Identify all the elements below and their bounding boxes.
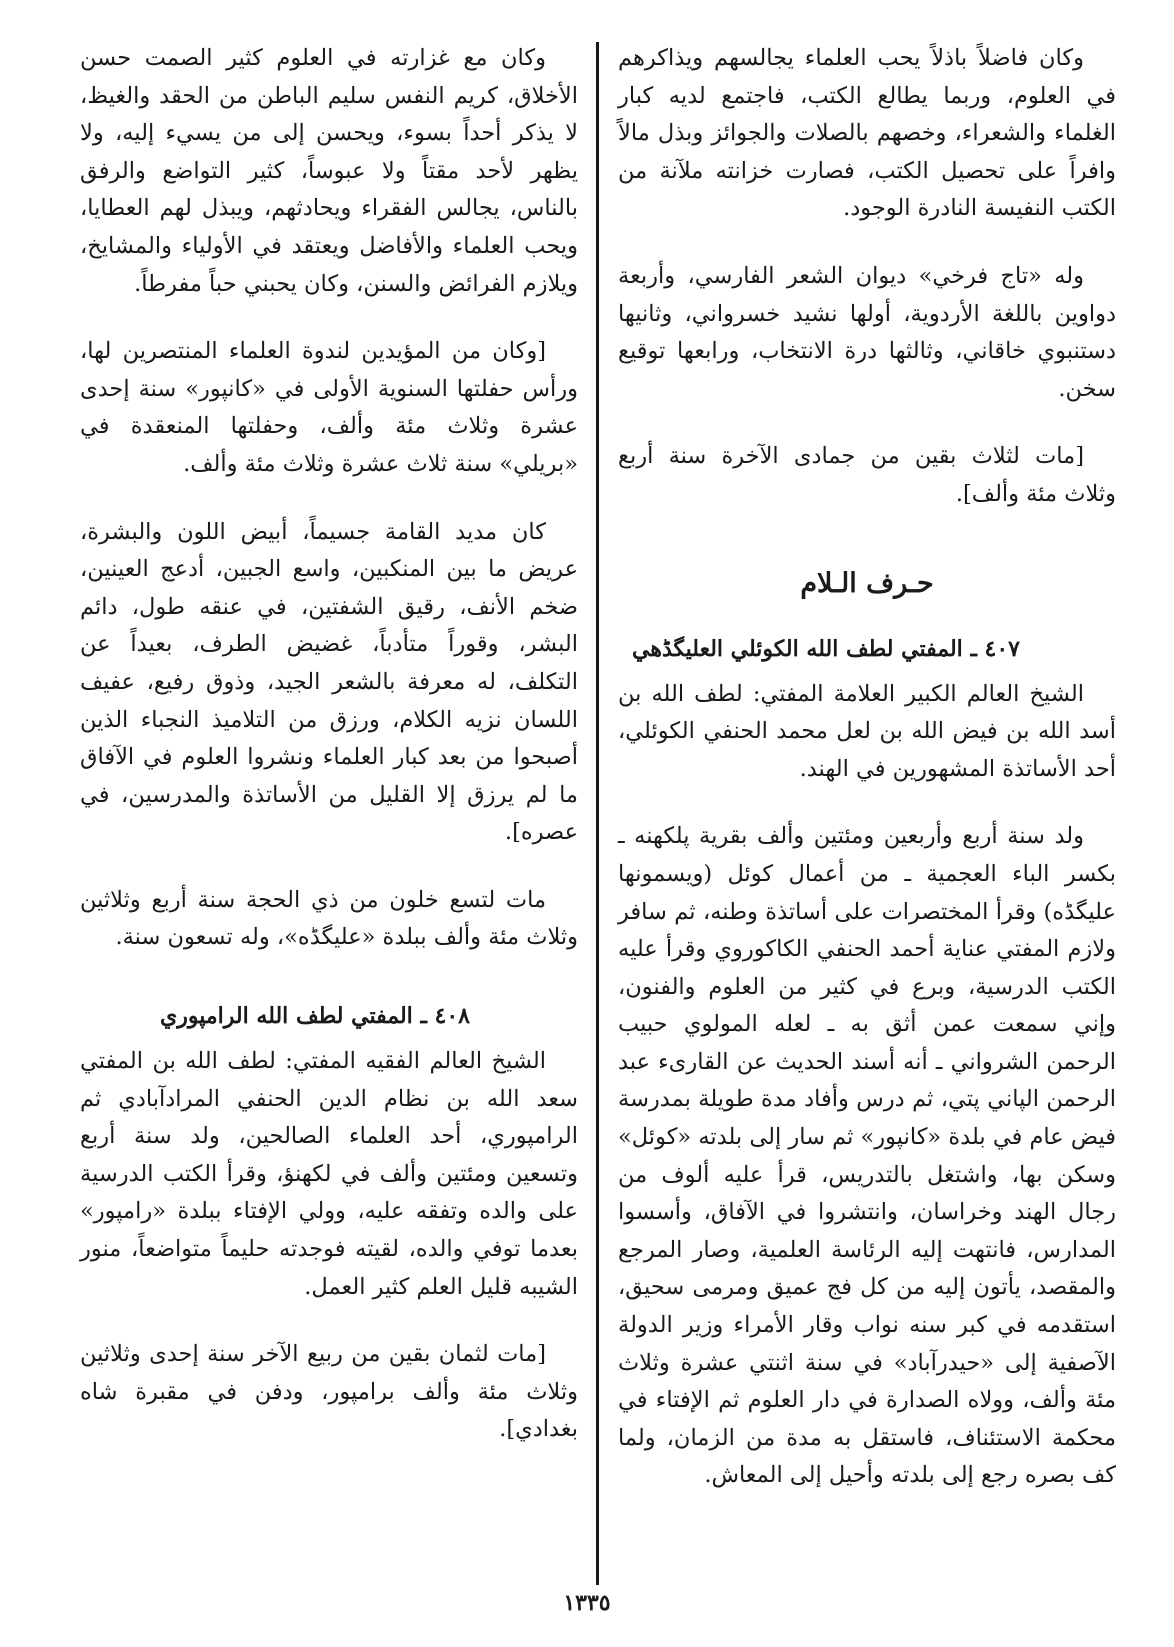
paragraph: [وكان من المؤيدين لندوة العلماء المنتصرين لها، ورأس حفلتها السنوية الأولى في «كانپور» سنة إحدى عشرة وثلاث مئة وألف، وحفلتها المنعقدة في «بريلي» سنة ثلاث عشرة وثلاث مئة وألف.	[80, 338, 578, 477]
page-number: ١٣٣٥	[563, 1590, 611, 1616]
left-column	[80, 40, 578, 1449]
entry-heading-407: ٤٠٧ ـ المفتي لطف الله الكوئلي العليگڈهي	[632, 635, 1020, 662]
paragraph: الشيخ العالم الفقيه المفتي: لطف الله بن المفتي سعد الله بن نظام الدين الحنفي المرادآبادي ثم الرامپوري، أحد العلماء الصالحين، ولد سنة أربع وتسعين ومئتين وألف في لكهنؤ، وقرأ الكتب الدرسية على والده وتفقه عليه، وولي الإفتاء ببلدة «رامپور» بعدما توفي والده، لقيته فوجدته حليماً متواضعاً، منور الشيبه قليل العلم كثير العمل.	[80, 1048, 578, 1300]
column-divider	[596, 42, 599, 1585]
entry-heading-408: ٤٠٨ ـ المفتي لطف الله الرامپوري	[160, 1003, 470, 1030]
paragraph: وكان فاضلاً باذلاً يحب العلماء يجالسهم ويذاكرهم في العلوم، وربما يطالع الكتب، فاجتمع لديه كبار الغلماء والشعراء، وخصهم بالصلات والجوائز وبذل مالاً وافراً على تحصيل الكتب، فصارت خزانته ملآنة من الكتب النفيسة النادرة الوجود.	[618, 45, 1116, 222]
paragraph: [مات لثلاث بقين من جمادى الآخرة سنة أربع وثلاث مئة وألف].	[618, 443, 1116, 507]
paragraph: ولد سنة أربع وأربعين ومئتين وألف بقرية پلكهنه ـ بكسر الباء العجمية ـ من أعمال كوئل (ويسمونها عليگڈه) وقرأ المختصرات على أساتذة وطنه، ثم سافر ولازم المفتي عناية أحمد الحنفي الكاكوروي وقرأ عليه الكتب الدرسية، وبرع في كثير من العلوم والفنون، وإني سمعت عمن أثق به ـ لعله المولوي حبيب الرحمن الشرواني ـ أنه أسند الحديث عن القارىء عبد الرحمن الپاني پتي، ثم درس وأفاد مدة طويلة بمدرسة فيض عام في بلدة «كانپور» ثم سار إلى بلدته «كوئل» وسكن بها، واشتغل بالتدريس، قرأ عليه ألوف من رجال الهند وخراسان، وانتشروا في الآفاق، وأسسوا المدارس، فانتهت إليه الرئاسة العلمية، وصار المرجع والمقصد، يأتون إليه من كل فج عميق ومرمى سحيق، استقدمه في كبر سنه نواب وقار الأمراء وزير الدولة الآصفية إلى «حيدرآباد» في سنة اثنتي عشرة وثلاث مئة وألف، وولاه الصدارة في دار العلوم ثم الإفتاء في محكمة الاستئناف، فاستقل به مدة من الزمان، ولما كف بصره رجع إلى بلدته وأحيل إلى المعاش.	[618, 823, 1116, 1489]
section-title: حـرف الـلام	[800, 567, 934, 599]
paragraph: كان مديد القامة جسيماً، أبيض اللون والبشرة، عريض ما بين المنكبين، واسع الجبين، أدعج العينين، ضخم الأنف، رقيق الشفتين، في عنقه طول، دائم البشر، وقوراً متأدباً، غضيض الطرف، بعيداً عن التكلف، له معرفة بالشعر الجيد، وذوق رفيع، عفيف اللسان نزيه الكلام، ورزق من التلاميذ النجباء الذين أصبحوا من بعد كبار العلماء ونشروا العلوم في الآفاق ما لم يرزق إلا القليل من الأساتذة والمدرسين، في عصره].	[80, 518, 578, 846]
paragraph: وله «تاج فرخي» ديوان الشعر الفارسي، وأربعة دواوين باللغة الأردوية، أولها نشيد خسرواني، وثانيها دستنبوي خاقاني، وثالثها درة الانتخاب، ورابعها توقيع سخن.	[618, 262, 1116, 402]
paragraph: الشيخ العالم الكبير العلامة المفتي: لطف الله بن أسد الله بن فيض الله بن لعل محمد الحنفي الكوئلي، أحد الأساتذة المشهورين في الهند.	[618, 680, 1116, 782]
right-column	[618, 40, 1116, 1495]
paragraph: مات لتسع خلون من ذي الحجة سنة أربع وثلاثين وثلاث مئة وألف ببلدة «عليگڈه»، وله تسعون سنة.	[80, 886, 578, 951]
paragraph: وكان مع غزارته في العلوم كثير الصمت حسن الأخلاق، كريم النفس سليم الباطن من الحقد والغيظ، لا يذكر أحداً بسوء، ويحسن إلى من يسيء إليه، ولا يظهر لأحد مقتاً ولا عبوساً، كثير التواضع والرفق بالناس، يجالس الفقراء ويحادثهم، ويبذل لهم العطايا، ويحب العلماء والأفاضل ويعتقد في الأولياء والمشايخ، ويلازم الفرائض والسنن، وكان يحبني حباً مفرطاً.	[80, 45, 578, 297]
paragraph: [مات لثمان بقين من ربيع الآخر سنة إحدى وثلاثين وثلاث مئة وألف برامپور، ودفن في مقبرة شاه بغدادي].	[80, 1341, 578, 1443]
